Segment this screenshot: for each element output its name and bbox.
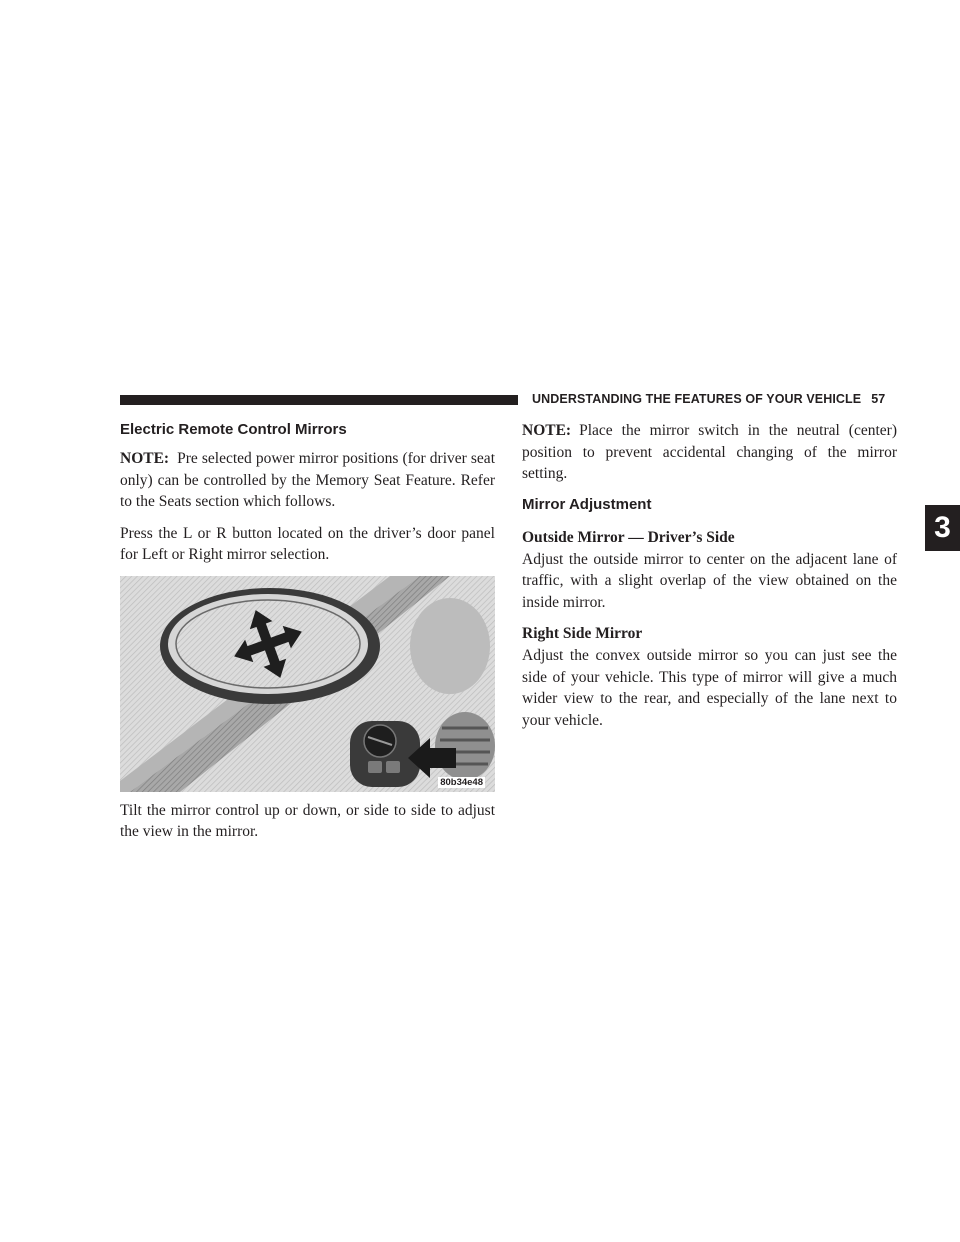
- page-number: 57: [871, 392, 886, 406]
- note-label: NOTE:: [120, 450, 170, 467]
- left-column: [120, 420, 495, 853]
- note-text: Place the mirror switch in the neutral (center) position to prevent accidental changing of the mirror setting.: [522, 422, 897, 482]
- note-label: NOTE:: [522, 422, 572, 439]
- subsection-title: Outside Mirror — Driver’s Side: [522, 528, 735, 546]
- body-paragraph: Press the L or R button located on the driver’s door panel for Left or Right mirror selection.: [120, 524, 495, 563]
- body-paragraph: Adjust the convex outside mirror so you can just see the side of your vehicle. This type of mirror will give a much wider view to the rear, and especially of the lane next to your vehicle.: [522, 647, 897, 729]
- figure-code: 80b34e48: [440, 776, 483, 788]
- right-column: [522, 420, 897, 741]
- running-header: [532, 392, 885, 406]
- header-rule: [120, 395, 518, 405]
- chapter-tab: 3: [925, 505, 960, 551]
- section-heading: Mirror Adjustment: [522, 495, 652, 513]
- note-paragraph: [120, 448, 495, 513]
- mirror-illustration: [120, 576, 495, 792]
- note-text: Pre selected power mirror positions (for driver seat only) can be controlled by the Memory Seat Feature. Refer to the Seats section which follows.: [120, 450, 495, 510]
- note-paragraph: [522, 420, 897, 485]
- subsection-title: Right Side Mirror: [522, 625, 643, 642]
- body-paragraph: Adjust the outside mirror to center on the adjacent lane of traffic, with a slight overlap of the view obtained on the inside mirror.: [522, 550, 897, 611]
- section-heading: Electric Remote Control Mirrors: [120, 421, 347, 438]
- body-paragraph: Tilt the mirror control up or down, or side to side to adjust the view in the mirror.: [120, 801, 495, 840]
- mirror-control-drawing: [120, 576, 495, 792]
- section-title: UNDERSTANDING THE FEATURES OF YOUR VEHICLE: [532, 392, 862, 406]
